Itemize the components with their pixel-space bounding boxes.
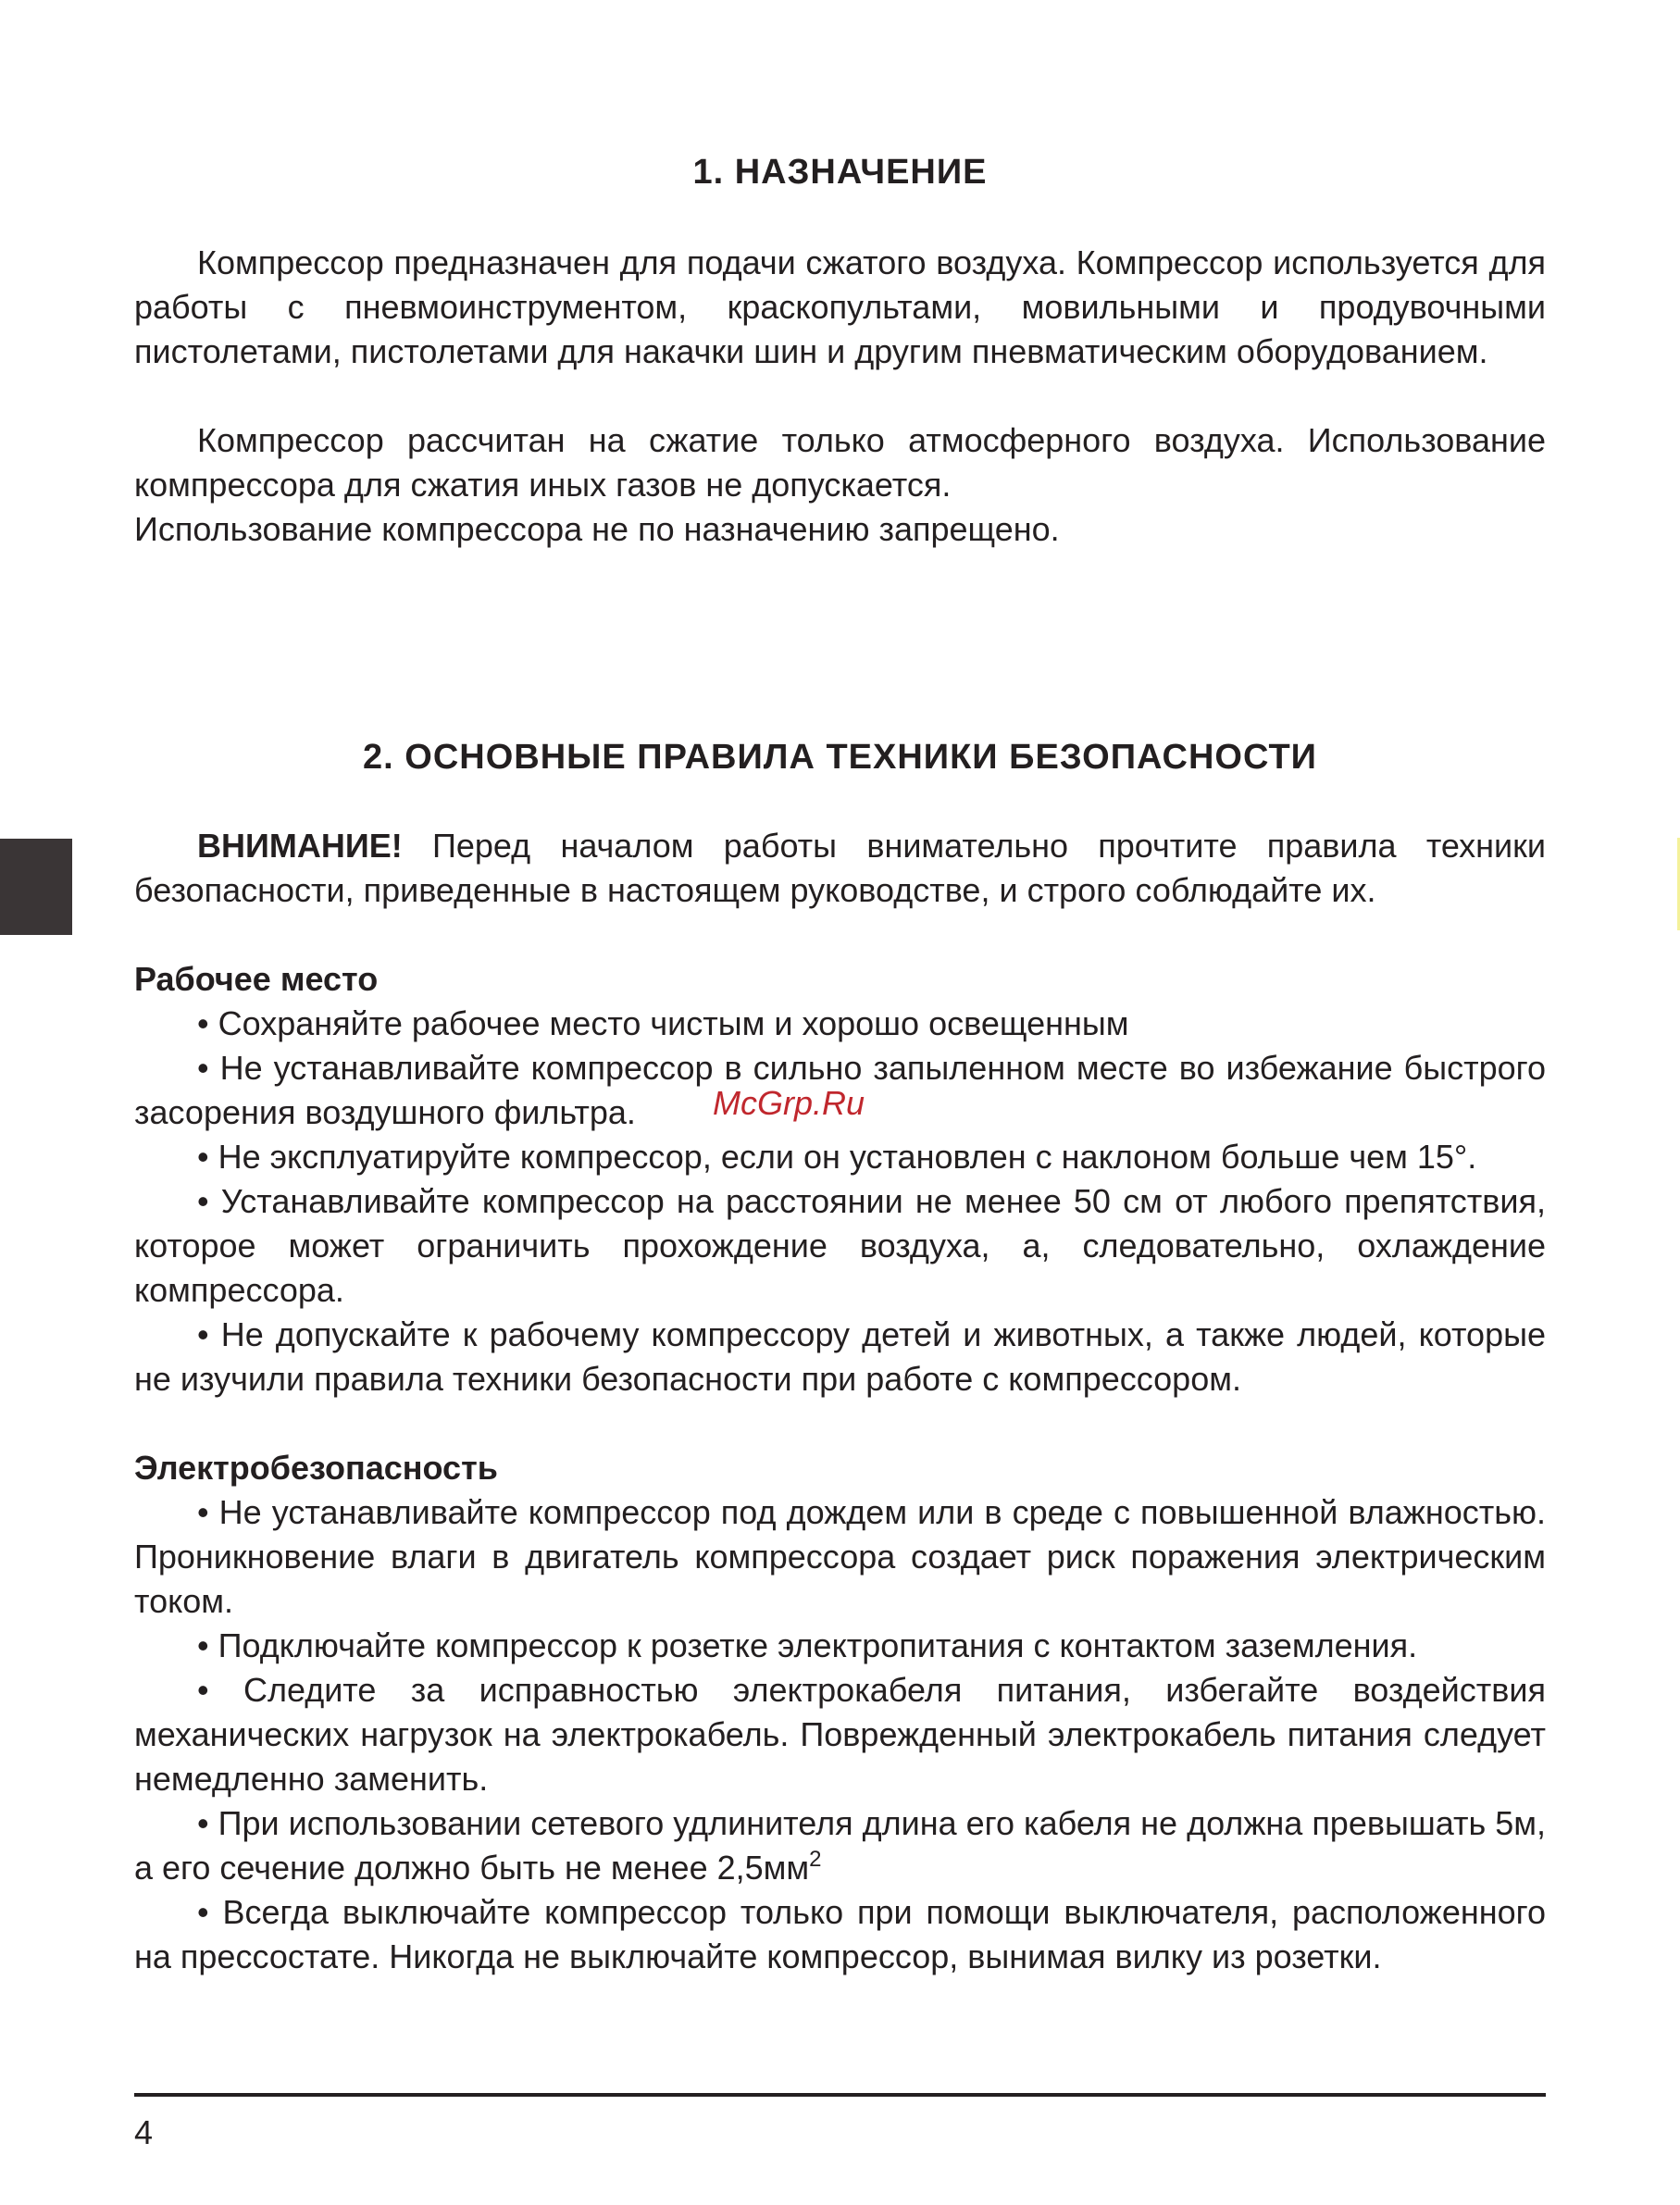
superscript-two: 2	[809, 1847, 822, 1872]
workplace-item: • Сохраняйте рабочее место чистым и хорошо освещенным	[197, 1004, 1129, 1042]
warning-label: ВНИМАНИЕ!	[197, 827, 403, 865]
workplace-item: • Не устанавливайте компрессор в сильно запыленном месте во избежание быстрого засорения воздушного фильтра.	[134, 1049, 1546, 1131]
extension-text: • При использовании сетевого удлинителя длина его кабеля не должна превышать 5м, а его сечение должно быть не менее 2,5мм	[134, 1804, 1546, 1887]
warning-text: Перед началом работы внимательно прочтите правила техники безопасности, приведенные в настоящем руководстве, и строго соблюдайте их.	[134, 827, 1546, 909]
workplace-heading: Рабочее место	[134, 960, 379, 998]
watermark: McGrp.Ru	[713, 1084, 865, 1122]
section-1-title: 1. НАЗНАЧЕНИЕ	[692, 153, 988, 192]
electrical-item-switch: • Всегда выключайте компрессор только при помощи выключателя, расположенного на прессостате. Никогда не выключайте компрессор, вынимая вилку из розетки.	[134, 1893, 1546, 1975]
electrical-item: • Следите за исправностью электрокабеля питания, избегайте воздействия механических нагрузок на электрокабель. Поврежденный электрокабель питания следует немедленно заменить.	[134, 1671, 1546, 1798]
footer-rule	[134, 2093, 1546, 2097]
electrical-item: • Подключайте компрессор к розетке электропитания с контактом заземления.	[197, 1626, 1418, 1664]
workplace-item: • Не допускайте к рабочему компрессору детей и животных, а также людей, которые не изучили правила техники безопасности при работе с компрессором.	[134, 1315, 1546, 1398]
section-2-title: 2. ОСНОВНЫЕ ПРАВИЛА ТЕХНИКИ БЕЗОПАСНОСТИ	[363, 738, 1317, 777]
purpose-paragraph-3: Использование компрессора не по назначению запрещено.	[134, 510, 1060, 548]
section-side-tab	[0, 839, 72, 935]
electrical-item: • Не устанавливайте компрессор под дождем или в среде с повышенной влажностью. Проникновение влаги в двигатель компрессора создает риск поражения электрическим током.	[134, 1493, 1546, 1620]
purpose-paragraph-2: Компрессор рассчитан на сжатие только атмосферного воздуха. Использование компрессора для сжатия иных газов не допускается.	[134, 421, 1546, 504]
electrical-item-extension	[134, 1801, 1546, 1890]
workplace-item: • Не эксплуатируйте компрессор, если он установлен с наклоном больше чем 15°.	[197, 1138, 1477, 1176]
workplace-item: • Устанавливайте компрессор на расстоянии не менее 50 см от любого препятствия, которое может ограничить прохождение воздуха, а, следовательно, охлаждение компрессора.	[134, 1182, 1546, 1309]
purpose-paragraph-1: Компрессор предназначен для подачи сжатого воздуха. Компрессор используется для работы с пневмоинструментом, краскопультами, мовильными и продувочными пистолетами, пистолетами для накачки шин и другим пневматическим оборудованием.	[134, 243, 1546, 370]
page-number: 4	[134, 2113, 154, 2151]
warning-paragraph	[134, 824, 1546, 913]
electrical-heading: Электробезопасность	[134, 1449, 498, 1487]
